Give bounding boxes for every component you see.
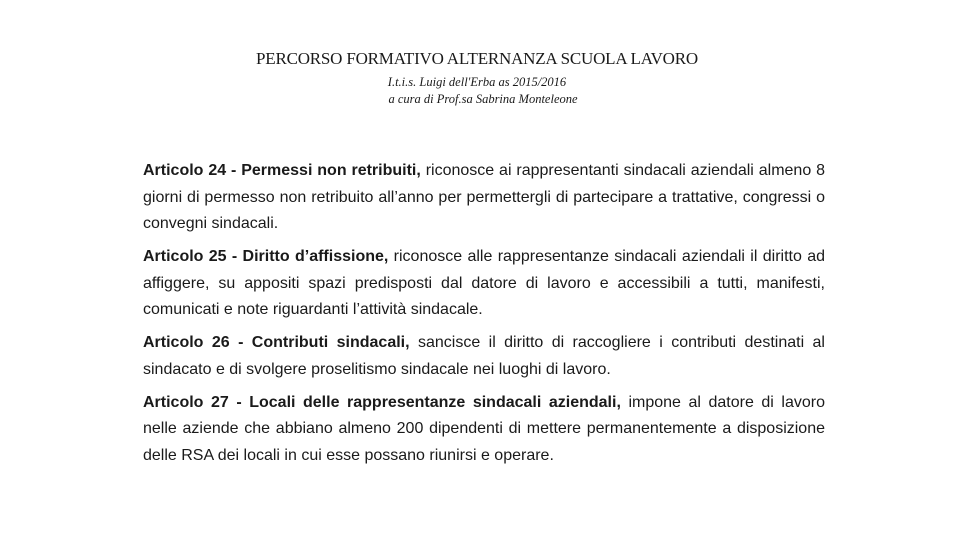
articles-list [143, 158, 825, 476]
page-title: PERCORSO FORMATIVO ALTERNANZA SCUOLA LAVORO [256, 49, 698, 68]
author-subtitle: a cura di Prof.sa Sabrina Monteleone [388, 92, 578, 106]
article-26-text: sancisce il diritto di raccogliere i contributi destinati al sindacato e di svolgere proselitismo sindacale nei luoghi di lavoro. [143, 334, 825, 378]
article-26-heading: Articolo 26 - Contributi sindacali, [143, 334, 410, 351]
article-25-heading: Articolo 25 - Diritto d’affissione, [143, 248, 389, 265]
article-27-heading: Articolo 27 - Locali delle rappresentanze sindacali aziendali, [143, 393, 621, 411]
article-26 [143, 330, 825, 383]
article-25 [143, 244, 825, 324]
school-subtitle: I.t.i.s. Luigi dell'Erba as 2015/2016 [387, 75, 567, 89]
article-24-text: riconosce ai rappresentanti sindacali aziendali almeno 8 giorni di permesso non retribuito all’anno per permettergli di partecipare a trattative, congressi o convegni sindacali. [143, 162, 825, 232]
article-24-heading: Articolo 24 - Permessi non retribuiti, [143, 162, 421, 179]
article-27 [143, 390, 825, 470]
article-25-text: riconosce alle rappresentanze sindacali aziendali il diritto ad affiggere, su appositi spazi predisposti dal datore di lavoro e accessibili a tutti, manifesti, comunicati e note riguardanti l’attività sindacale. [143, 248, 825, 318]
article-27-text: impone al datore di lavoro nelle aziende che abbiano almeno 200 dipendenti di mettere permanentemente a disposizione delle RSA dei locali in cui esse possano riunirsi e operare. [143, 393, 825, 464]
article-24 [143, 158, 825, 238]
slide-header [0, 48, 960, 108]
